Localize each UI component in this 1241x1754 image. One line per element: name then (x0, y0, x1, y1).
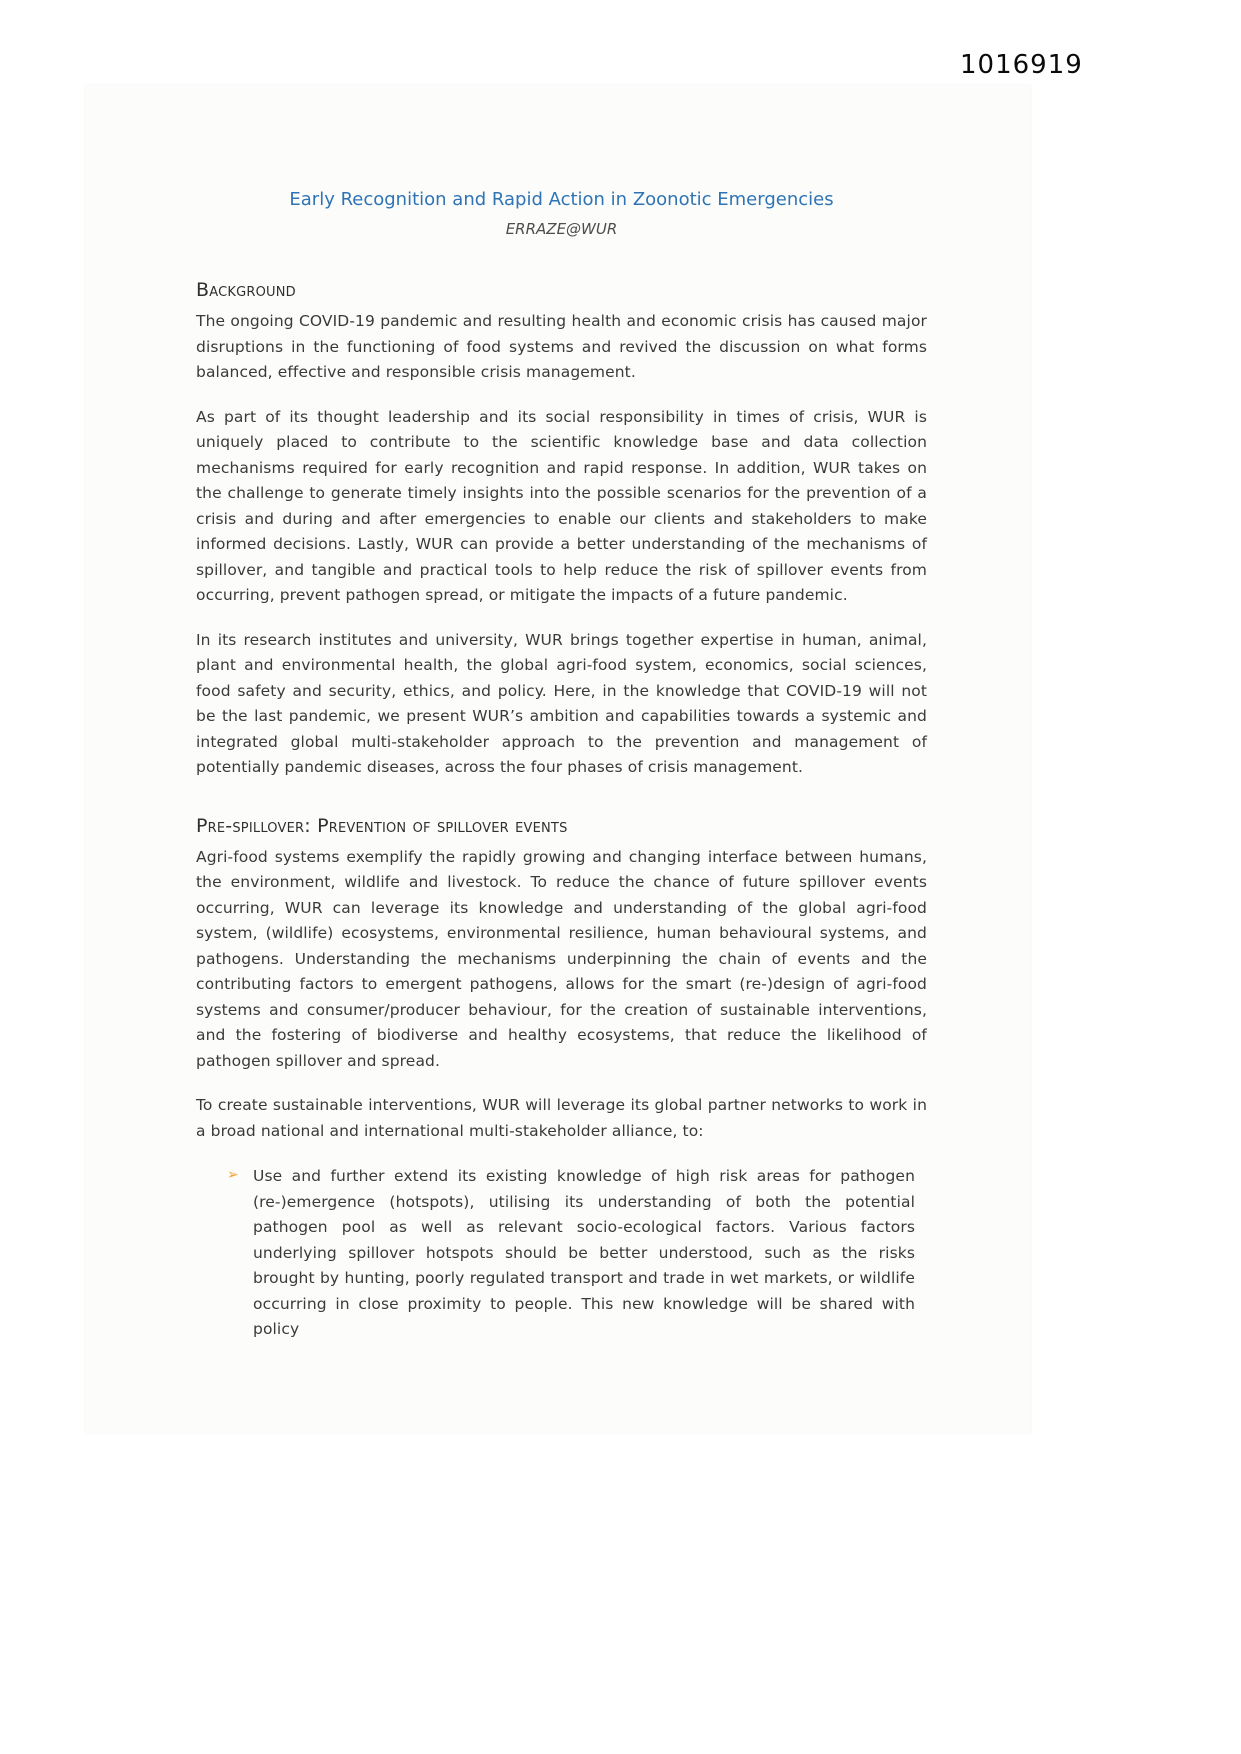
bullet-item (196, 1164, 927, 1343)
document-title: Early Recognition and Rapid Action in Zoonotic Emergencies (289, 189, 834, 210)
bullet-text: Use and further extend its existing knowledge of high risk areas for pathogen (re-)emergence (hotspots), utilising its understanding of both the potential pathogen pool as well as relevant socio-ecological factors. Various factors underlying spillover hotspots should be better understood, such as the risks brought by hunting, poorly regulated transport and trade in wet markets, or wildlife occurring in close proximity to people. This new knowledge will be shared with policy (253, 1167, 915, 1338)
section-heading-background: Background (196, 279, 296, 301)
paragraph-background-1: The ongoing COVID-19 pandemic and resulting health and economic crisis has caused major disruptions in the functioning of food systems and revived the discussion on what forms balanced, effective and responsible crisis management. (196, 312, 927, 381)
document-subtitle: ERRAZE@WUR (505, 220, 618, 238)
document-page (85, 85, 1031, 1433)
paragraph-pre-spillover-2: To create sustainable interventions, WUR will leverage its global partner networks to work in a broad national and international multi-stakeholder alliance, to: (196, 1096, 927, 1140)
paragraph-background-2: As part of its thought leadership and its social responsibility in times of crisis, WUR is uniquely placed to contribute to the scientific knowledge base and data collection mechanisms required for early recognition and rapid response. In addition, WUR takes on the challenge to generate timely insights into the possible scenarios for the prevention of a crisis and during and after emergencies to enable our clients and stakeholders to make informed decisions. Lastly, WUR can provide a better understanding of the mechanisms of spillover, and tangible and practical tools to help reduce the risk of spillover events from occurring, prevent pathogen spread, or mitigate the impacts of a future pandemic. (196, 407, 927, 604)
paragraph-pre-spillover-1: Agri-food systems exemplify the rapidly growing and changing interface between humans, the environment, wildlife and livestock. To reduce the chance of future spillover events occurring, WUR can leverage its knowledge and understanding of the global agri-food system, (wildlife) ecosystems, environmental resilience, human behavioural systems, and pathogens. Understanding the mechanisms underpinning the chain of events and the contributing factors to emergent pathogens, allows for the smart (re-)design of agri-food systems and consumer/producer behaviour, for the creation of sustainable interventions, and the fostering of biodiverse and healthy ecosystems, that reduce the likelihood of pathogen spillover and spread. (196, 847, 927, 1070)
document-content (196, 189, 927, 1343)
page-number: 1016919 (960, 50, 1083, 80)
paragraph-background-3: In its research institutes and university, WUR brings together expertise in human, animal, plant and environmental health, the global agri-food system, economics, social sciences, food safety and security, ethics, and policy. Here, in the knowledge that COVID-19 will not be the last pandemic, we present WUR’s ambition and capabilities towards a systemic and integrated global multi-stakeholder approach to the prevention and management of potentially pandemic diseases, across the four phases of crisis management. (196, 630, 927, 776)
section-heading-pre-spillover: Pre-spillover: Prevention of spillover events (196, 814, 568, 837)
bullet-arrow-icon: ➢ (227, 1167, 239, 1183)
